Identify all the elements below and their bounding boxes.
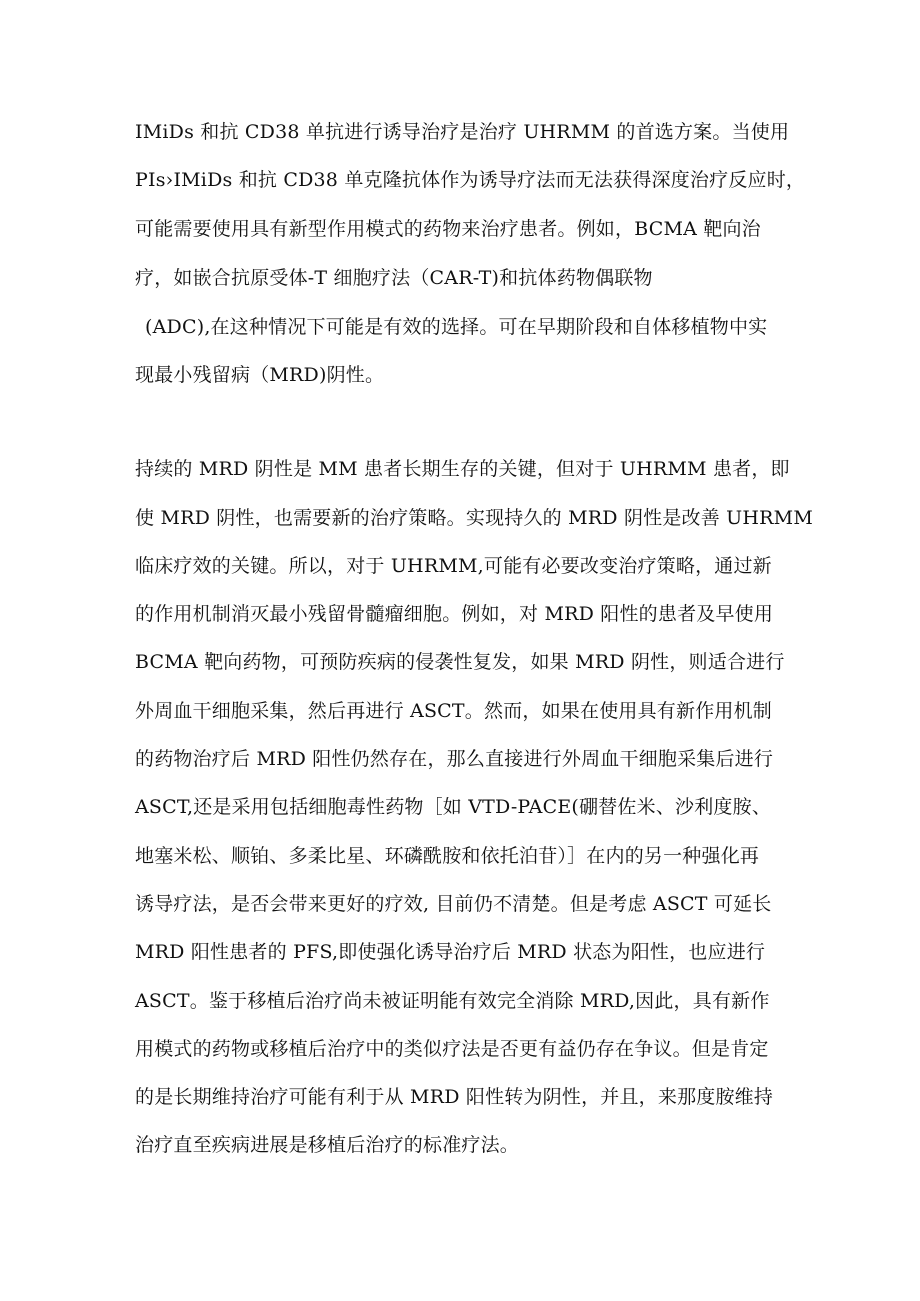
paragraph-line: 使 MRD 阴性，也需要新的治疗策略。实现持久的 MRD 阴性是改善 UHRMM xyxy=(135,507,813,529)
paragraph-line: (ADC),在这种情况下可能是有效的选择。可在早期阶段和自体移植物中实 xyxy=(145,316,768,338)
paragraph-line: 疗，如嵌合抗原受体-T 细胞疗法（CAR-T)和抗体药物偶联物 xyxy=(135,267,653,289)
paragraph-line: IMiDs 和抗 CD38 单抗进行诱导治疗是治疗 UHRMM 的首选方案。当使用 xyxy=(135,121,790,143)
paragraph-line: MRD 阳性患者的 PFS,即使强化诱导治疗后 MRD 状态为阳性，也应进行 xyxy=(135,941,766,963)
paragraph-line: 用模式的药物或移植后治疗中的类似疗法是否更有益仍存在争议。但是肯定 xyxy=(135,1038,769,1060)
paragraph-line: 治疗直至疾病进展是移植后治疗的标准疗法。 xyxy=(135,1134,520,1156)
paragraph-line: PIs›IMiDs 和抗 CD38 单克隆抗体作为诱导疗法而无法获得深度治疗反应时， xyxy=(135,169,806,191)
paragraph-line: ASCT。鉴于移植后治疗尚未被证明能有效完全消除 MRD,因此，具有新作 xyxy=(135,990,770,1012)
paragraph-line: 可能需要使用具有新型作用模式的药物来治疗患者。例如，BCMA 靶向治 xyxy=(135,218,761,240)
paragraph-line: 现最小残留病（MRD)阴性。 xyxy=(135,364,385,386)
paragraph-line: 持续的 MRD 阴性是 MM 患者长期生存的关键，但对于 UHRMM 患者，即 xyxy=(135,458,790,480)
paragraph-line: 的是长期维持治疗可能有利于从 MRD 阳性转为阴性，并且，来那度胺维持 xyxy=(135,1086,774,1108)
paragraph-line: 临床疗效的关键。所以，对于 UHRMM,可能有必要改变治疗策略，通过新 xyxy=(135,555,772,577)
paragraph-line: 地塞米松、顺铂、多柔比星、环磷酰胺和依托泊苷）］在内的另一种强化再 xyxy=(135,845,760,867)
paragraph-line: 诱导疗法，是否会带来更好的疗效, 目前仍不清楚。但是考虑 ASCT 可延长 xyxy=(135,893,772,915)
paragraph-line: BCMA 靶向药物，可预防疾病的侵袭性复发，如果 MRD 阴性，则适合进行 xyxy=(135,651,785,673)
paragraph-line: 外周血干细胞采集，然后再进行 ASCT。然而，如果在使用具有新作用机制 xyxy=(135,700,772,722)
paragraph-line: 的作用机制消灭最小残留骨髓瘤细胞。例如，对 MRD 阳性的患者及早使用 xyxy=(135,603,774,625)
paragraph-line: 的药物治疗后 MRD 阳性仍然存在，那么直接进行外周血干细胞采集后进行 xyxy=(135,748,774,770)
paragraph-line: ASCT,还是采用包括细胞毒性药物［如 VTD-PACE(硼替佐米、沙利度胺、 xyxy=(135,796,772,818)
